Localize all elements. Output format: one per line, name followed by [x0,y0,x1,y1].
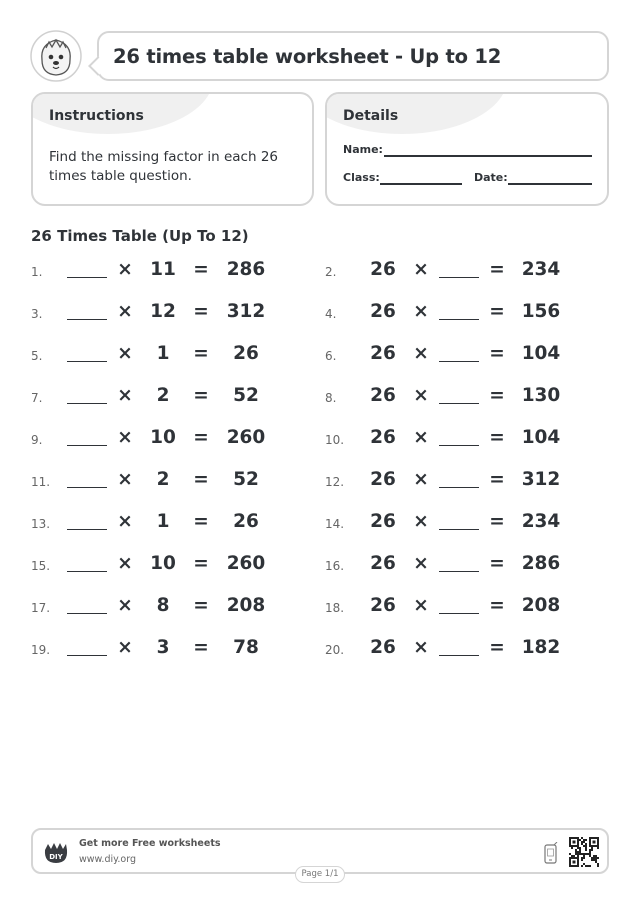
equals-sign: = [193,343,209,364]
details-heading: Details [343,108,399,124]
problem-row [31,301,311,331]
times-sign: × [413,343,429,364]
logo-text: DIY [49,853,63,861]
details-panel [325,92,609,206]
problem-number: 3. [31,307,43,321]
problem-number: 17. [31,601,51,615]
given-factor: 11 [150,259,176,280]
answer-blank[interactable] [67,613,107,614]
given-factor: 10 [150,553,176,574]
problem-row [325,259,605,289]
answer-blank[interactable] [439,655,479,656]
answer-blank[interactable] [439,277,479,278]
problem-row [325,343,605,373]
problem-row [325,553,605,583]
problem-row [325,469,605,499]
equals-sign: = [489,553,505,574]
times-sign: × [413,595,429,616]
problem-number: 14. [325,517,345,531]
answer-blank[interactable] [439,319,479,320]
answer-blank[interactable] [439,445,479,446]
times-sign: × [413,637,429,658]
given-factor: 12 [150,301,176,322]
times-sign: × [413,427,429,448]
phone-icon [544,842,558,864]
equals-sign: = [489,301,505,322]
problem-number: 4. [325,307,337,321]
equals-sign: = [193,511,209,532]
class-field[interactable] [380,183,462,185]
given-factor: 26 [370,259,396,280]
times-sign: × [117,595,133,616]
times-sign: × [413,469,429,490]
mascot-avatar-icon [30,30,82,82]
page-title: 26 times table worksheet - Up to 12 [113,44,502,68]
problem-row [31,595,311,625]
problem-number: 2. [325,265,337,279]
equals-sign: = [489,259,505,280]
product-value: 104 [521,343,561,364]
diy-logo-icon [43,841,69,865]
answer-blank[interactable] [67,571,107,572]
problem-number: 8. [325,391,337,405]
problem-number: 16. [325,559,345,573]
product-value: 130 [521,385,561,406]
answer-blank[interactable] [67,361,107,362]
product-value: 208 [226,595,266,616]
product-value: 312 [521,469,561,490]
answer-blank[interactable] [67,277,107,278]
problem-number: 9. [31,433,43,447]
problem-row [31,553,311,583]
times-sign: × [413,259,429,280]
answer-blank[interactable] [439,571,479,572]
times-sign: × [413,385,429,406]
problem-row [31,385,311,415]
answer-blank[interactable] [67,487,107,488]
given-factor: 26 [370,511,396,532]
times-sign: × [117,427,133,448]
problem-row [31,259,311,289]
given-factor: 26 [370,385,396,406]
problem-row [31,637,311,667]
instructions-panel [31,92,314,206]
equals-sign: = [193,385,209,406]
product-value: 182 [521,637,561,658]
given-factor: 26 [370,595,396,616]
problem-number: 1. [31,265,43,279]
given-factor: 2 [156,469,170,490]
answer-blank[interactable] [67,529,107,530]
problem-number: 11. [31,475,51,489]
answer-blank[interactable] [67,655,107,656]
date-label: Date: [474,171,508,184]
given-factor: 26 [370,301,396,322]
equals-sign: = [193,637,209,658]
problem-number: 7. [31,391,43,405]
name-field[interactable] [384,155,592,157]
times-sign: × [413,301,429,322]
page-indicator: Page 1/1 [295,866,345,883]
problem-number: 13. [31,517,51,531]
given-factor: 3 [156,637,170,658]
equals-sign: = [489,427,505,448]
equals-sign: = [193,595,209,616]
given-factor: 26 [370,553,396,574]
problem-row [325,427,605,457]
product-value: 260 [226,553,266,574]
equals-sign: = [193,301,209,322]
given-factor: 1 [156,343,170,364]
class-label: Class: [343,171,380,184]
answer-blank[interactable] [439,487,479,488]
given-factor: 10 [150,427,176,448]
given-factor: 26 [370,343,396,364]
times-sign: × [117,259,133,280]
product-value: 156 [521,301,561,322]
product-value: 286 [226,259,266,280]
problem-row [31,469,311,499]
times-sign: × [117,511,133,532]
name-label: Name: [343,143,383,156]
times-sign: × [117,301,133,322]
problem-number: 20. [325,643,345,657]
equals-sign: = [489,511,505,532]
date-field[interactable] [508,183,592,185]
product-value: 78 [233,637,259,658]
problem-number: 5. [31,349,43,363]
answer-blank[interactable] [439,529,479,530]
problem-row [325,301,605,331]
product-value: 208 [521,595,561,616]
times-sign: × [117,343,133,364]
product-value: 260 [226,427,266,448]
problem-row [31,427,311,457]
instructions-text: Find the missing factor in each 26 times table question. [49,149,278,184]
equals-sign: = [193,553,209,574]
problem-number: 19. [31,643,51,657]
title-banner [97,31,609,81]
problem-row [31,343,311,373]
product-value: 52 [233,469,259,490]
problem-row [325,511,605,541]
footer-title: Get more Free worksheets [79,838,221,849]
equals-sign: = [489,343,505,364]
given-factor: 26 [370,637,396,658]
product-value: 312 [226,301,266,322]
problem-number: 10. [325,433,345,447]
times-sign: × [413,553,429,574]
problem-number: 18. [325,601,345,615]
section-title: 26 Times Table (Up To 12) [31,227,249,245]
problem-row [325,595,605,625]
product-value: 234 [521,511,561,532]
answer-blank[interactable] [439,613,479,614]
qr-code-icon[interactable] [569,837,599,867]
product-value: 26 [233,343,259,364]
product-value: 52 [233,385,259,406]
problem-number: 6. [325,349,337,363]
given-factor: 26 [370,469,396,490]
times-sign: × [117,385,133,406]
equals-sign: = [489,595,505,616]
problem-number: 15. [31,559,51,573]
product-value: 26 [233,511,259,532]
answer-blank[interactable] [439,403,479,404]
equals-sign: = [489,469,505,490]
equals-sign: = [193,427,209,448]
instructions-heading: Instructions [49,108,144,124]
times-sign: × [117,469,133,490]
times-sign: × [117,553,133,574]
equals-sign: = [193,259,209,280]
equals-sign: = [193,469,209,490]
problem-row [325,385,605,415]
given-factor: 26 [370,427,396,448]
answer-blank[interactable] [67,445,107,446]
problem-row [325,637,605,667]
given-factor: 8 [156,595,170,616]
product-value: 286 [521,553,561,574]
answer-blank[interactable] [67,319,107,320]
product-value: 234 [521,259,561,280]
problem-number: 12. [325,475,345,489]
times-sign: × [413,511,429,532]
product-value: 104 [521,427,561,448]
given-factor: 1 [156,511,170,532]
problem-row [31,511,311,541]
given-factor: 2 [156,385,170,406]
footer-url[interactable]: www.diy.org [79,854,136,865]
equals-sign: = [489,385,505,406]
equals-sign: = [489,637,505,658]
answer-blank[interactable] [439,361,479,362]
answer-blank[interactable] [67,403,107,404]
times-sign: × [117,637,133,658]
